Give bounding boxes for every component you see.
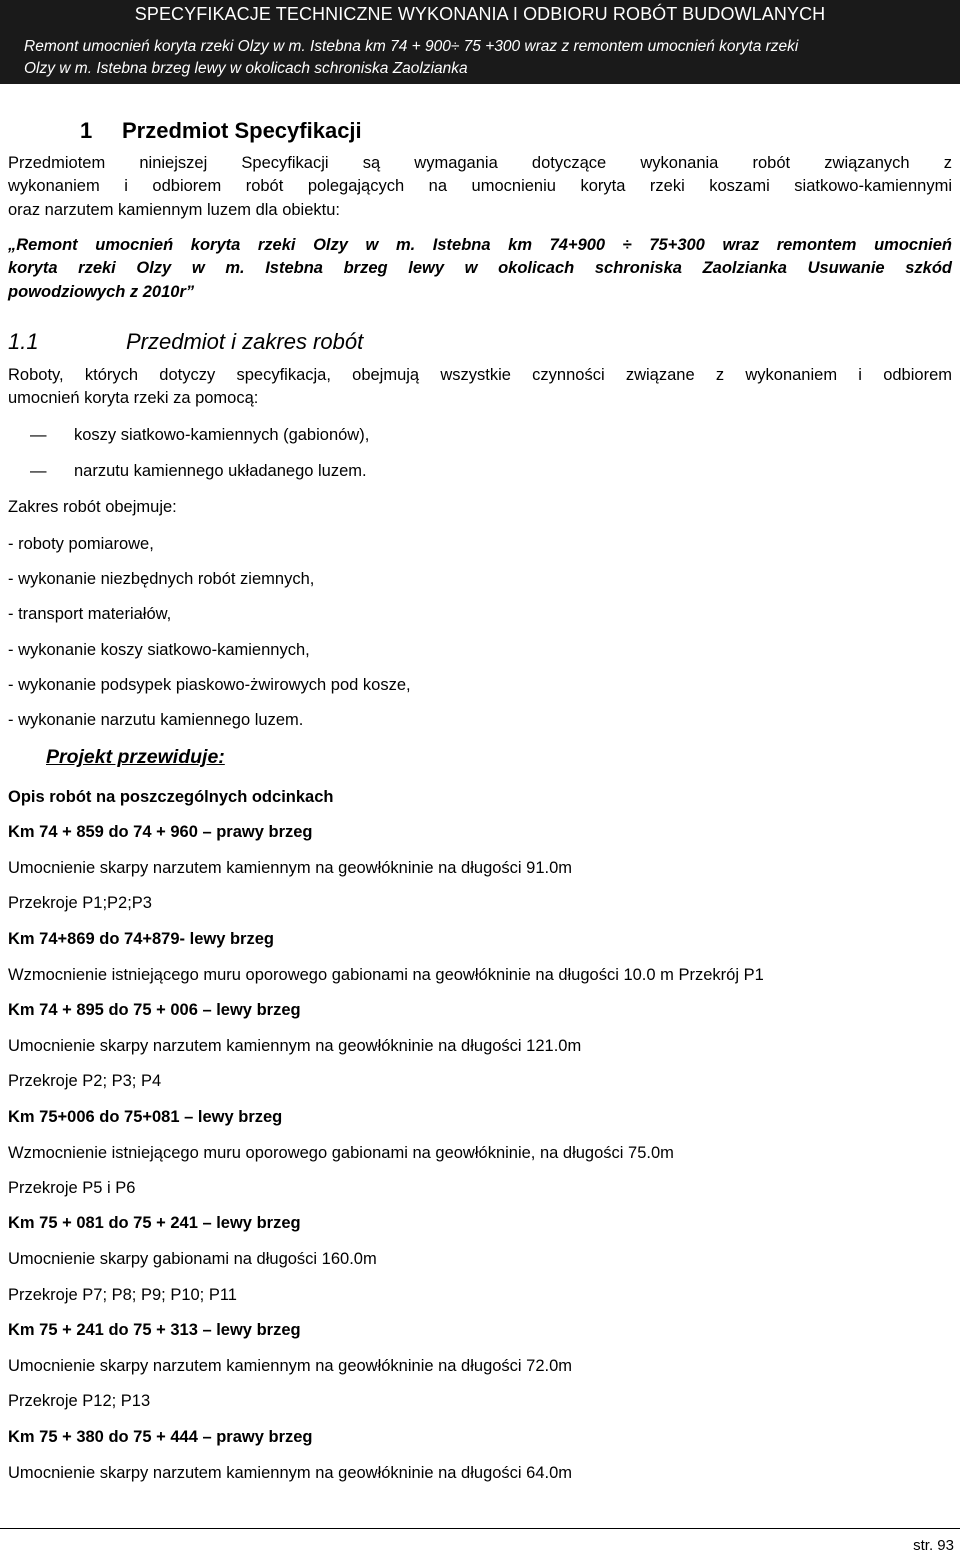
list-item: — narzutu kamiennego układanego luzem.: [30, 462, 367, 480]
header-title: SPECYFIKACJE TECHNICZNE WYKONANIA I ODBIORU ROBÓT BUDOWLANYCH: [134, 4, 826, 24]
section-1-1-intro-line: Roboty, których dotyczy specyfikacja, obejmują wszystkie czynności związane z wykonaniem i odbiorem: [8, 366, 952, 384]
segment-sections: Przekroje P5 i P6: [8, 1179, 136, 1197]
page-number: str. 93: [913, 1537, 954, 1554]
footer-divider: [0, 1528, 960, 1529]
scope-item: - roboty pomiarowe,: [8, 535, 154, 553]
segment-km: Km 74 + 859 do 74 + 960 – prawy brzeg: [8, 823, 313, 841]
section-1-title: Przedmiot Specyfikacji: [122, 118, 362, 143]
dash-bullet: —: [30, 462, 47, 480]
segment-km: Km 75 + 241 do 75 + 313 – lewy brzeg: [8, 1321, 301, 1339]
segment-description: Umocnienie skarpy narzutem kamiennym na geowłókninie na długości 121.0m: [8, 1037, 582, 1055]
project-heading: Projekt przewiduje:: [46, 746, 225, 768]
segment-description: Umocnienie skarpy gabionami na długości 160.0m: [8, 1250, 377, 1268]
header-subtitle-line-1: Remont umocnień koryta rzeki Olzy w m. Istebna km 74 + 900÷ 75 +300 wraz z remontem umocnień koryta rzeki: [24, 38, 799, 55]
segment-sections: Przekroje P7; P8; P9; P10; P11: [8, 1286, 237, 1304]
segment-km: Km 74 + 895 do 75 + 006 – lewy brzeg: [8, 1001, 301, 1019]
segment-description: Umocnienie skarpy narzutem kamiennym na geowłókninie na długości 64.0m: [8, 1464, 573, 1482]
dash-bullet: —: [30, 426, 47, 444]
section-1-1-intro-line: umocnień koryta rzeki za pomocą:: [8, 389, 259, 407]
list-item: — koszy siatkowo-kamiennych (gabionów),: [30, 426, 370, 444]
header-subtitle-line-2: Olzy w m. Istebna brzeg lewy w okolicach schroniska Zaolzianka: [24, 60, 468, 77]
section-1-paragraph-line: Przedmiotem niniejszej Specyfikacji są wymagania dotyczące wykonania robót związanych z: [8, 154, 952, 172]
section-1-1-number: 1.1: [8, 329, 39, 354]
scope-item: - transport materiałów,: [8, 605, 172, 623]
section-1-paragraph-line: oraz narzutem kamiennym luzem dla obiektu:: [8, 201, 340, 219]
segment-description: Umocnienie skarpy narzutem kamiennym na geowłókninie na długości 91.0m: [8, 859, 573, 877]
segment-km: Km 75 + 380 do 75 + 444 – prawy brzeg: [8, 1428, 313, 1446]
scope-item: - wykonanie narzutu kamiennego luzem.: [8, 711, 304, 729]
segment-km: Km 75 + 081 do 75 + 241 – lewy brzeg: [8, 1214, 301, 1232]
scope-item: - wykonanie niezbędnych robót ziemnych,: [8, 570, 315, 588]
works-heading: Opis robót na poszczególnych odcinkach: [8, 788, 334, 806]
section-1-number: 1: [80, 118, 93, 143]
segment-sections: Przekroje P1;P2;P3: [8, 894, 152, 912]
segment-description: Umocnienie skarpy narzutem kamiennym na geowłókninie na długości 72.0m: [8, 1357, 573, 1375]
segment-description: Wzmocnienie istniejącego muru oporowego gabionami na geowłókninie, na długości 75.0m: [8, 1144, 674, 1162]
segment-sections: Przekroje P2; P3; P4: [8, 1072, 162, 1090]
section-1-1-heading: [8, 329, 363, 355]
section-1-heading: [80, 118, 362, 144]
segment-km: Km 75+006 do 75+081 – lewy brzeg: [8, 1108, 283, 1126]
scope-item: - wykonanie podsypek piaskowo-żwirowych pod kosze,: [8, 676, 411, 694]
object-name-line: powodziowych z 2010r”: [8, 283, 195, 301]
segment-description: Wzmocnienie istniejącego muru oporowego gabionami na geowłókninie na długości 10.0 m Przekrój P1: [8, 966, 764, 984]
segment-sections: Przekroje P12; P13: [8, 1392, 151, 1410]
object-name-line: „Remont umocnień koryta rzeki Olzy w m. Istebna km 74+900 ÷ 75+300 wraz remontem umocnień: [8, 236, 952, 254]
section-1-paragraph-line: wykonaniem i odbiorem robót polegających na umocnieniu koryta rzeki koszami siatkowo-kamiennymi: [8, 177, 952, 195]
scope-title: Zakres robót obejmuje:: [8, 498, 177, 516]
scope-item: - wykonanie koszy siatkowo-kamiennych,: [8, 641, 310, 659]
object-name-line: koryta rzeki Olzy w m. Istebna brzeg lewy w okolicach schroniska Zaolzianka Usuwanie szkód: [8, 259, 952, 277]
segment-km: Km 74+869 do 74+879- lewy brzeg: [8, 930, 274, 948]
section-1-1-title: Przedmiot i zakres robót: [126, 329, 364, 354]
